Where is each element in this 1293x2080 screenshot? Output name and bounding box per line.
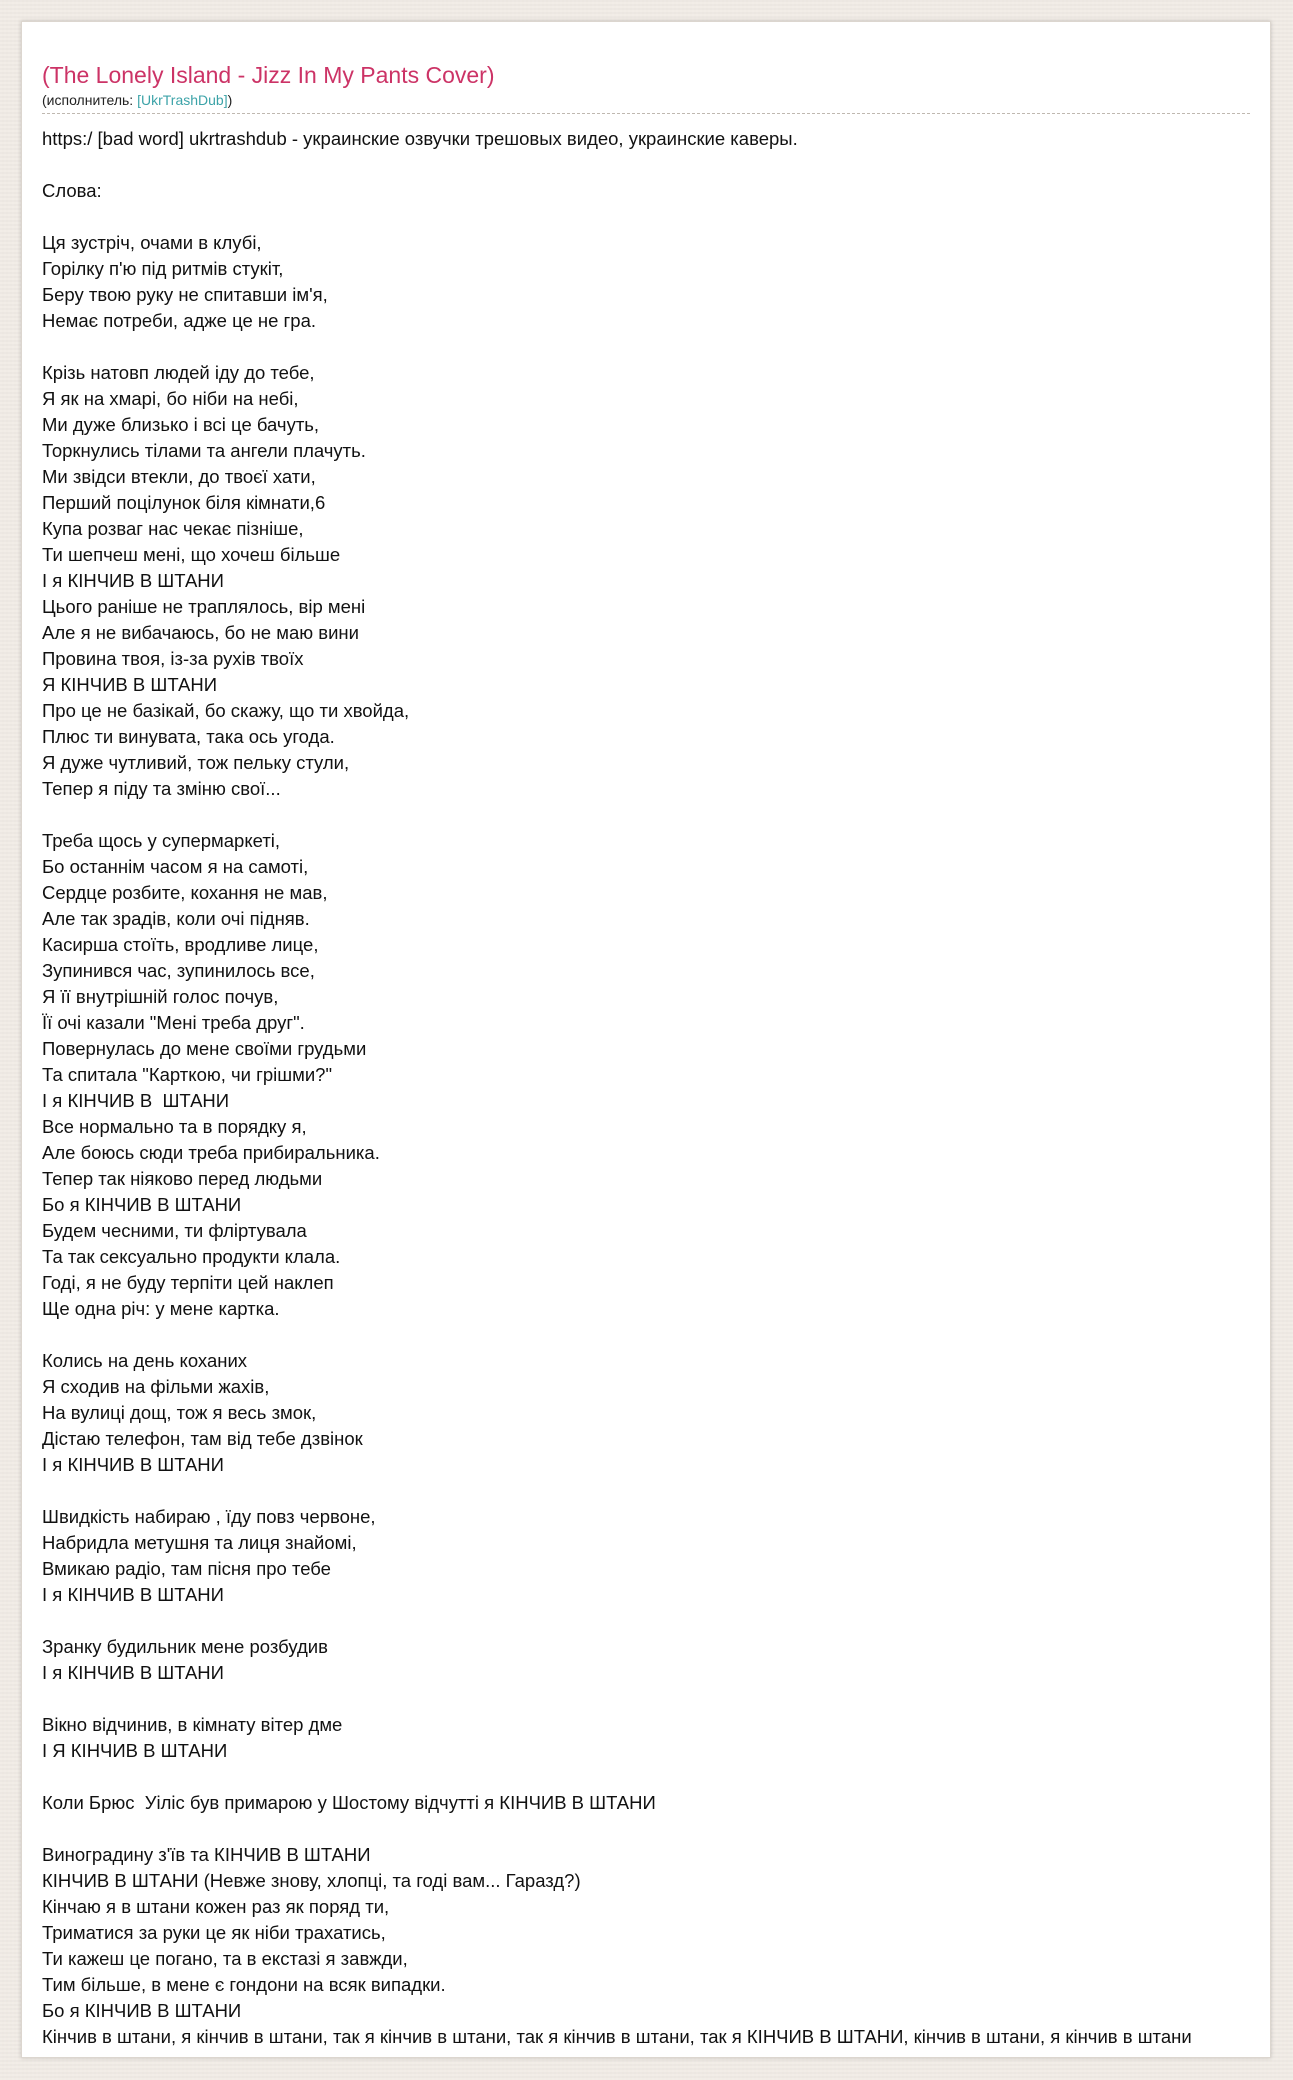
performer-prefix: (исполнитель: — [42, 92, 138, 108]
lyrics-text: https:/ [bad word] ukrtrashdub - украинские озвучки трешовых видео, украинские каверы. Слова: Ця зустріч, очами в клубі, Горілку п'ю під ритмів стукіт, Беру твою руку не спитавши ім'я, Немає потреби, адже це не гра. Крізь натовп людей іду до тебе, Я як на хмарі, бо ніби на небі, Ми дуже близько і всі це бачуть, Торкнулись тілами та ангели плачуть. Ми звідси втекли, до твоєї хати, Перший поцілунок біля кімнати,6 Купа розваг нас чекає пізніше, Ти шепчеш мені, що хочеш більше І я КІНЧИВ В ШТАНИ Цього раніше не траплялось, вір мені Але я не вибачаюсь, бо не маю вини Провина твоя, із-за рухів твоїх Я КІНЧИВ В ШТАНИ Про це не базікай, бо скажу, що ти хвойда, Плюс ти винувата, така ось угода. Я дуже чутливий, тож пельку стули, Тепер я піду та зміню свої... Треба щось у супермаркеті, Бо останнім часом я на самоті, Сердце розбите, кохання не мав, Але так зрадів, коли очі підняв. Касирша стоїть, вродливе лице, Зупинився час, зупинилось все, Я її внутрішній голос почув, Її очі казали "Мені треба друг". Повернулась до мене своїми грудьми Та спитала "Карткою, чи грішми?" І я КІНЧИВ В ШТАНИ Все нормально та в порядку я, Але боюсь сюди треба прибиральника. Тепер так ніяково перед людьми Бо я КІНЧИВ В ШТАНИ Будем чесними, ти фліртувала Та так сексуально продукти клала. Годі, я не буду терпіти цей наклеп Ще одна річ: у мене картка. Колись на день коханих Я сходив на фільми жахів, На вулиці дощ, тож я весь змок, Дістаю телефон, там від тебе дзвінок І я КІНЧИВ В ШТАНИ Швидкість набираю , їду повз червоне, Набридла метушня та лиця знайомі, Вмикаю радіо, там пісня про тебе І я КІНЧИВ В ШТАНИ Зранку будильник мене розбудив І я КІНЧИВ В ШТАНИ Вікно відчинив, в кімнату вітер дме І Я КІНЧИВ В ШТАНИ Коли Брюс Уіліс був примарою у Шостому відчутті я КІНЧИВ В ШТАНИ Виноградину з'їв та КІНЧИВ В ШТАНИ КІНЧИВ В ШТАНИ (Невже знову, хлопці, та годі вам... Гаразд?) Кінчаю я в штани кожен раз як поряд ти, Триматися за руки це як ніби трахатись, Ти кажеш це погано, та в екстазі я завжди, Тим більше, в мене є гондони на всяк випадки. Бо я КІНЧИВ В ШТАНИ Кінчив в штани, я кінчив в штани, так я кінчив в штани, так я кінчив в штани, так я КІНЧИВ В ШТАНИ, кінчив в штани, я кінчив в штани — [42, 128, 1192, 2047]
lyrics-card — [21, 21, 1271, 2058]
song-title: (The Lonely Island - Jizz In My Pants Cover) — [42, 62, 495, 88]
performer-suffix: ) — [227, 92, 233, 108]
performer-line — [42, 92, 232, 108]
performer-link[interactable]: [UkrTrashDub] — [137, 92, 228, 108]
song-header — [42, 42, 1250, 114]
